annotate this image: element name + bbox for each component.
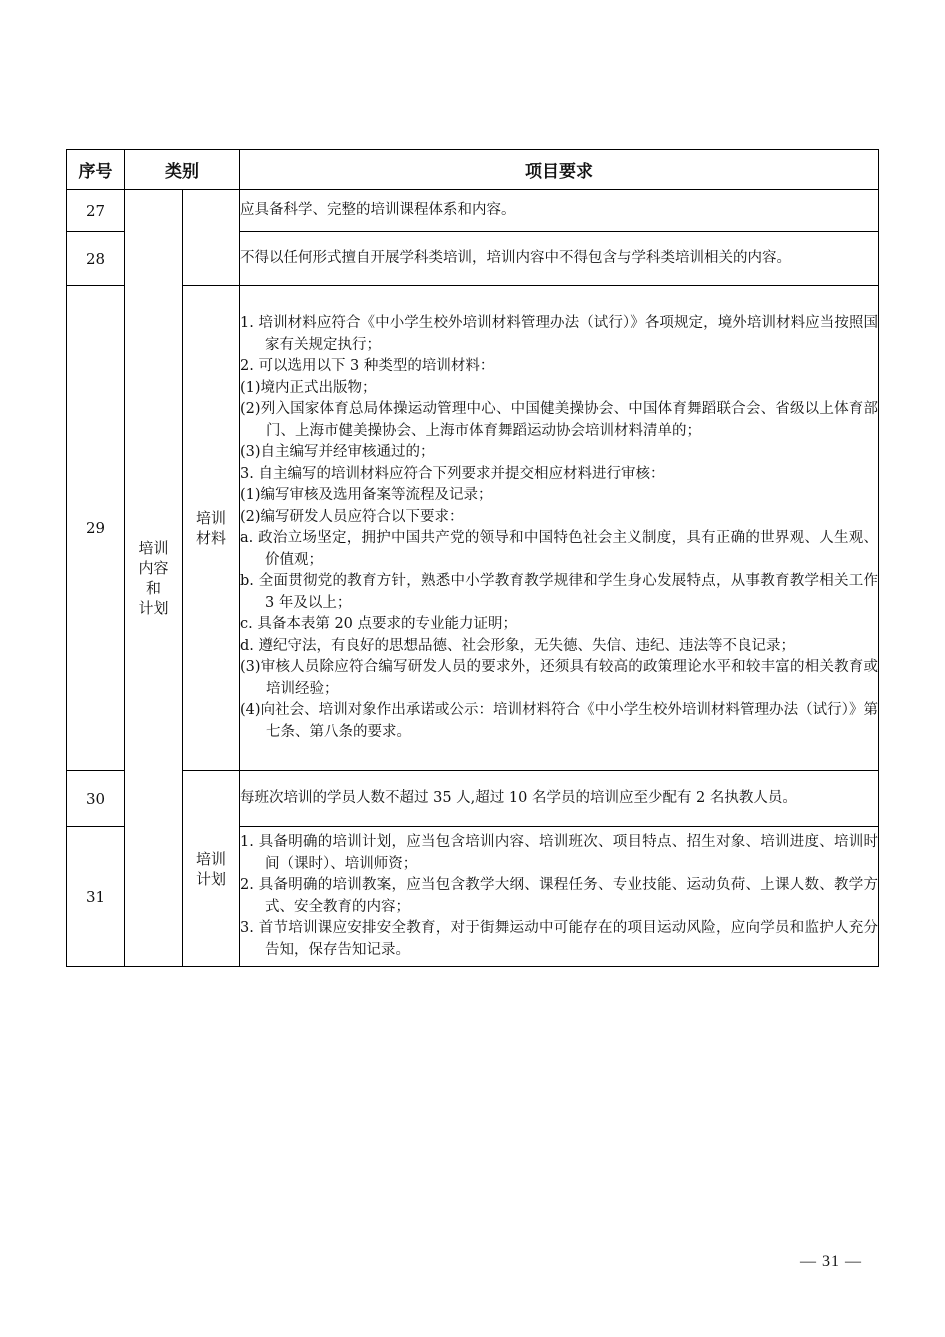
header-num: 序号 xyxy=(67,150,125,190)
category-training-content-plan: 培训 内容 和 计划 xyxy=(125,190,183,967)
subcategory-materials: 培训 材料 xyxy=(183,286,240,771)
subcategory-empty xyxy=(183,190,240,286)
row-number: 30 xyxy=(67,771,125,827)
requirement-cell: 应具备科学、完整的培训课程体系和内容。 xyxy=(240,190,879,232)
header-category: 类别 xyxy=(125,150,240,190)
requirements-table xyxy=(66,149,879,967)
table-row xyxy=(67,190,879,232)
table-row xyxy=(67,286,879,771)
table-header-row xyxy=(67,150,879,190)
header-requirement: 项目要求 xyxy=(240,150,879,190)
subcategory-plan: 培训 计划 xyxy=(183,771,240,967)
requirement-cell: 不得以任何形式擅自开展学科类培训，培训内容中不得包含与学科类培训相关的内容。 xyxy=(240,232,879,286)
requirement-cell: 每班次培训的学员人数不超过 35 人,超过 10 名学员的培训应至少配有 2 名执教人员。 xyxy=(240,771,879,827)
table-row xyxy=(67,771,879,827)
row-number: 29 xyxy=(67,286,125,771)
requirement-cell: 1. 具备明确的培训计划，应当包含培训内容、培训班次、项目特点、招生对象、培训进度、培训时间（课时）、培训师资； 2. 具备明确的培训教案，应当包含教学大纲、课程任务、专业技能、运动负荷、上课人数、教学方式、安全教育的内容； 3. 首节培训课应安排安全教育，对于街舞运动中可能存在的项目运动风险，应向学员和监护人充分告知，保存告知记录。 xyxy=(240,827,879,967)
row-number: 28 xyxy=(67,232,125,286)
row-number: 31 xyxy=(67,827,125,967)
row-number: 27 xyxy=(67,190,125,232)
page-number: — 31 — xyxy=(800,1253,862,1270)
requirement-cell: 1. 培训材料应符合《中小学生校外培训材料管理办法（试行）》各项规定，境外培训材料应当按照国家有关规定执行； 2. 可以选用以下 3 种类型的培训材料： (1)境内正式出版物； (2)列入国家体育总局体操运动管理中心、中国健美操协会、中国体育舞蹈联合会、省级以上体育部门、上海市健美操协会、上海市体育舞蹈运动协会培训材料清单的； (3)自主编写并经审核通过的； 3. 自主编写的培训材料应符合下列要求并提交相应材料进行审核： (1)编写审核及选用备案等流程及记录； (2)编写研发人员应符合以下要求： a. 政治立场坚定，拥护中国共产党的领导和中国特色社会主义制度，具有正确的世界观、人生观、价值观； b. 全面贯彻党的教育方针，熟悉中小学教育教学规律和学生身心发展特点，从事教育教学相关工作 3 年及以上； c. 具备本表第 20 点要求的专业能力证明； d. 遵纪守法，有良好的思想品德、社会形象，无失德、失信、违纪、违法等不良记录； (3)审核人员除应符合编写研发人员的要求外，还须具有较高的政策理论水平和较丰富的相关教育或培训经验； (4)向社会、培训对象作出承诺或公示：培训材料符合《中小学生校外培训材料管理办法（试行）》第七条、第八条的要求。 xyxy=(240,286,879,771)
